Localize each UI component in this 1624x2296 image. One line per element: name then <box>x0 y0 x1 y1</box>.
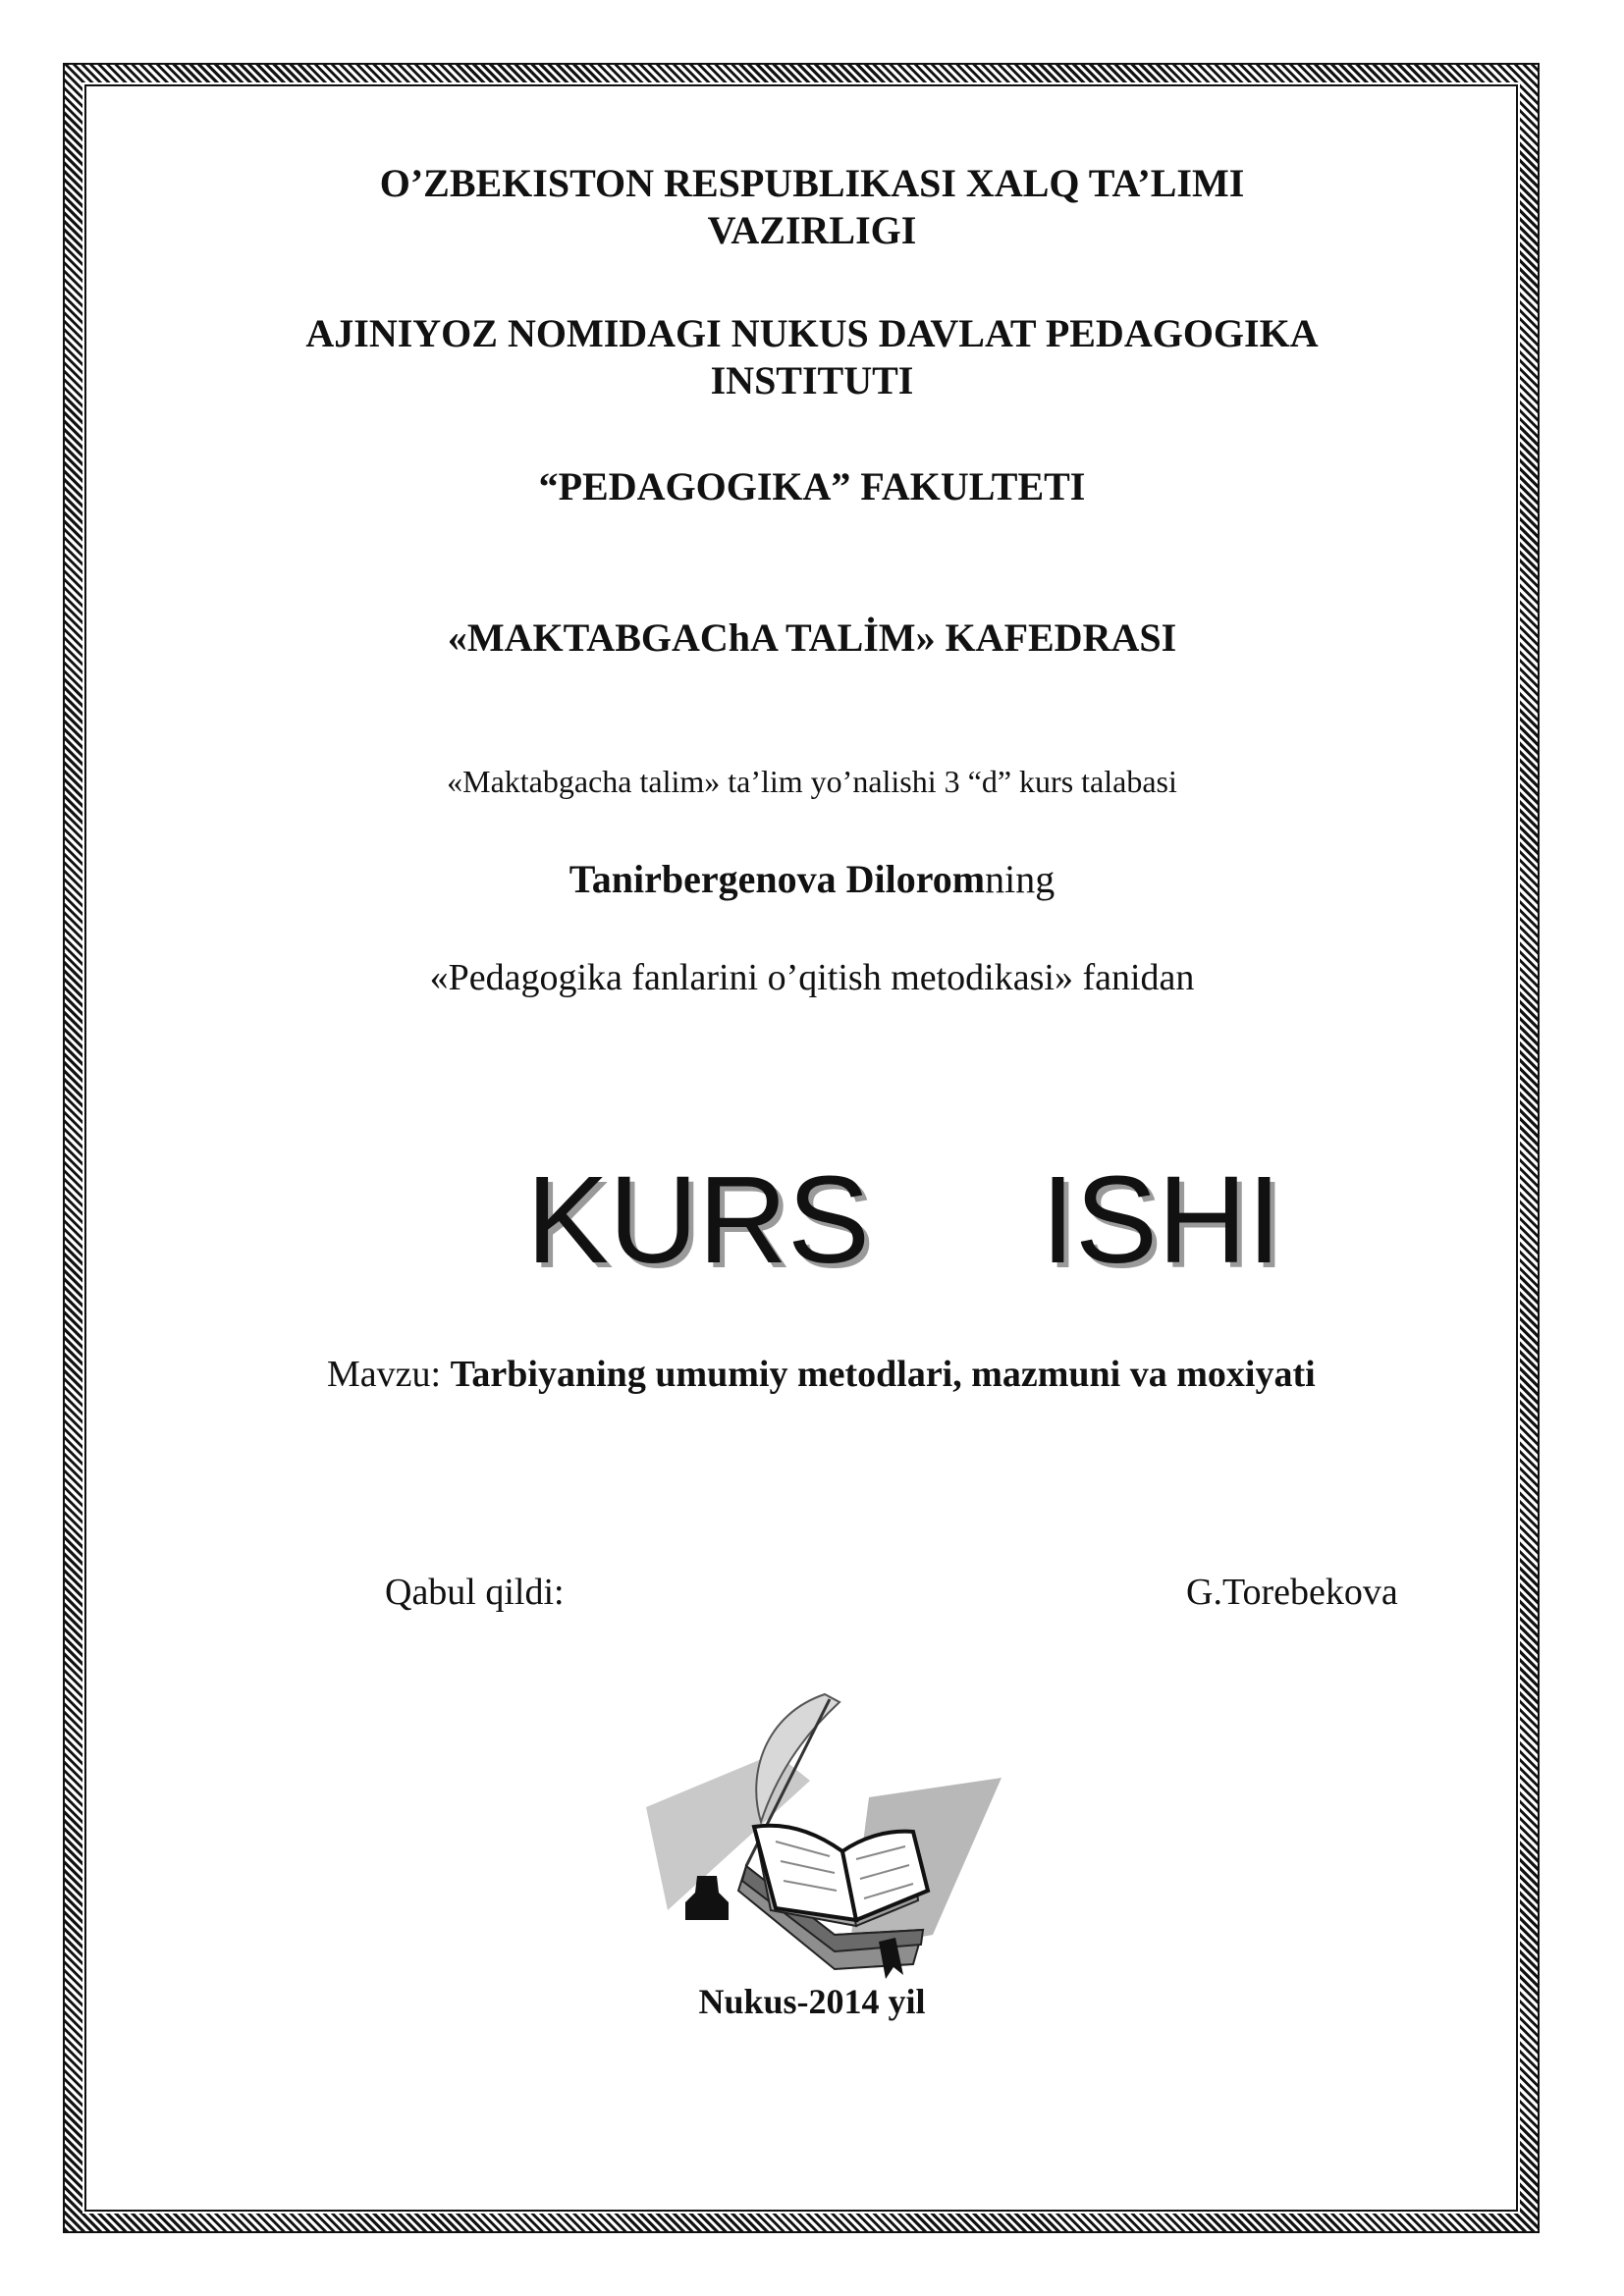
city-year: Nukus-2014 yil <box>698 1982 926 2021</box>
student-name-suffix: ning <box>985 857 1056 901</box>
title-word-kurs: KURS <box>526 1150 871 1289</box>
topic-value: Tarbiyaning umumiy metodlari, mazmuni va moxiyati <box>450 1354 1316 1395</box>
topic-label: Mavzu: <box>327 1354 451 1395</box>
ministry-line-1: O’ZBEKISTON RESPUBLIKASI XALQ TA’LIMI <box>379 161 1245 205</box>
faculty-heading: “PEDAGOGIKA” FAKULTETI <box>538 464 1086 508</box>
program-line: «Maktabgacha talim» ta’lim yo’nalishi 3 “d” kurs talabasi <box>447 764 1177 799</box>
teacher-name: G.Torebekova <box>1186 1572 1398 1613</box>
institute-line-1: AJINIYOZ NOMIDAGI NUKUS DAVLAT PEDAGOGIKA <box>305 311 1319 355</box>
topic-line <box>327 1353 1316 1396</box>
ministry-line-2: VAZIRLIGI <box>707 208 917 252</box>
institute-heading <box>0 310 1624 404</box>
ministry-heading <box>0 160 1624 254</box>
subject-line: «Pedagogika fanlarini o’qitish metodikasi» fanidan <box>429 957 1195 998</box>
student-name <box>0 856 1624 902</box>
accepted-by-label: Qabul qildi: <box>385 1572 565 1613</box>
department-heading: «MAKTABGAChA TALİM» KAFEDRASI <box>447 615 1177 660</box>
books-quill-icon <box>628 1684 1021 1989</box>
institute-line-2: INSTITUTI <box>710 358 914 402</box>
title-word-ishi: ISHI <box>1041 1150 1282 1289</box>
student-name-bold: Tanirbergenova Dilorom <box>568 857 986 901</box>
